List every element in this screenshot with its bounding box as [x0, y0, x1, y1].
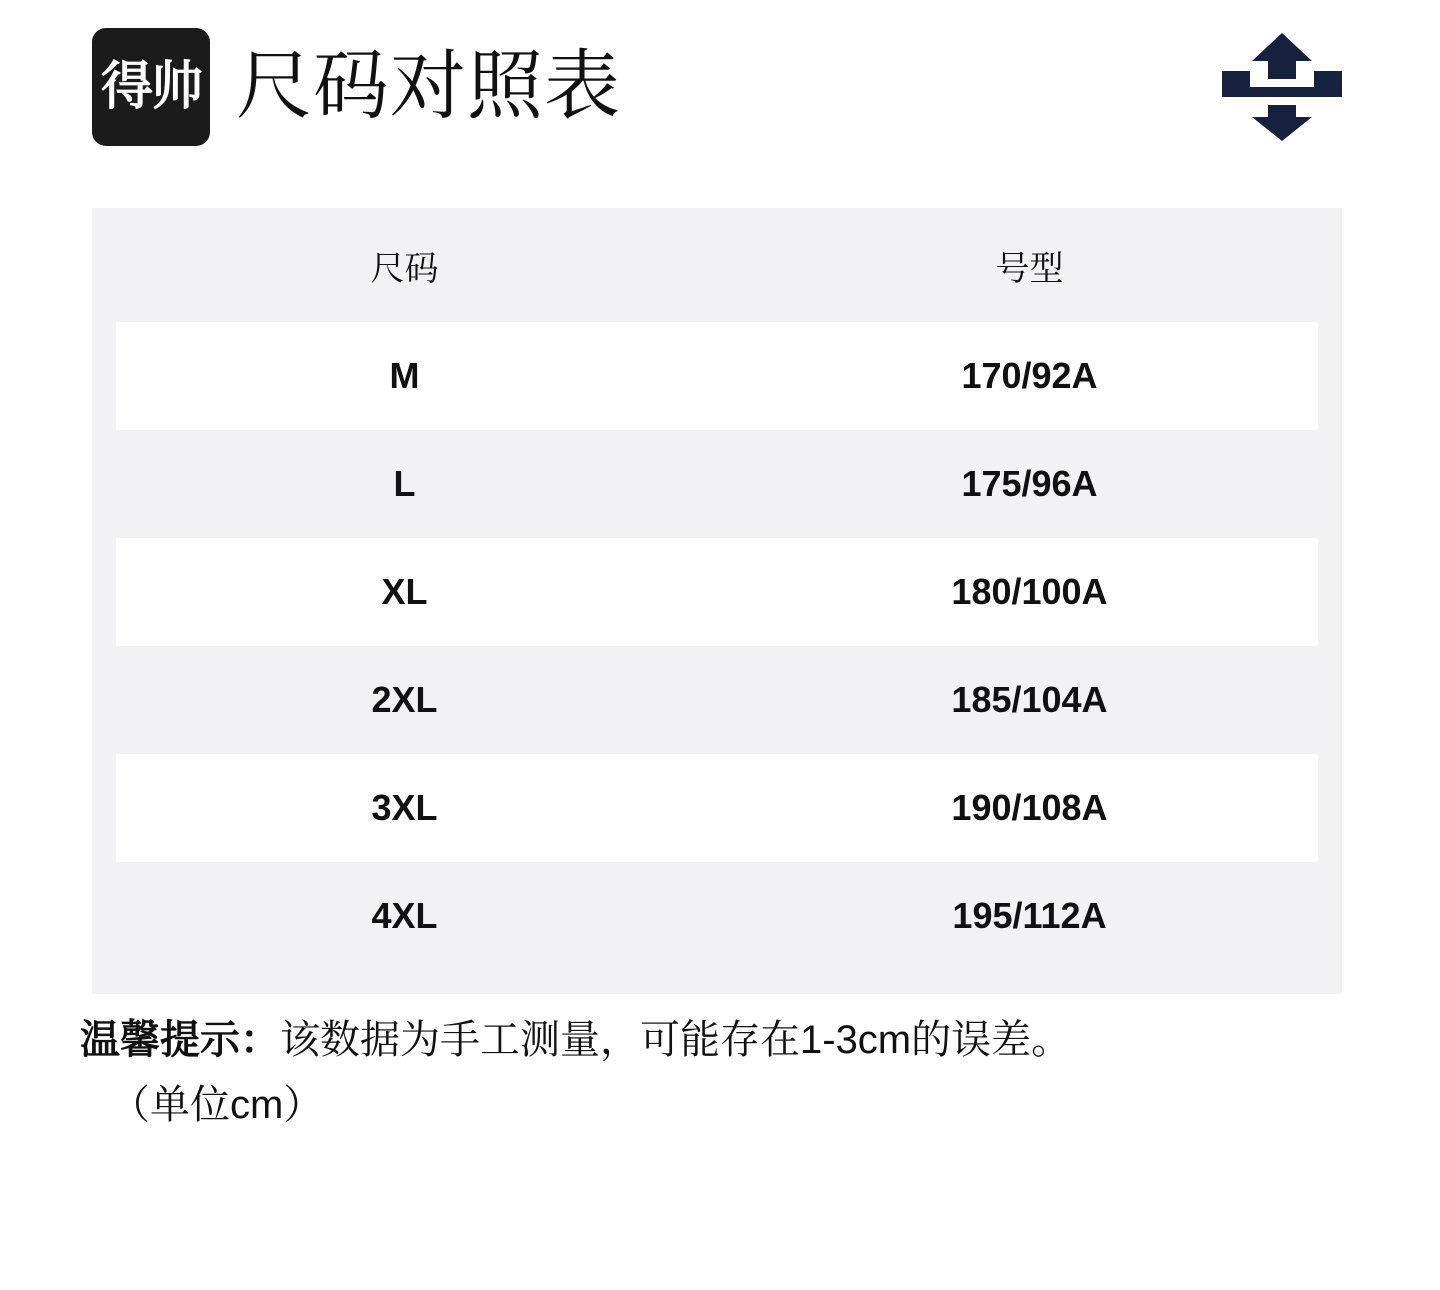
- cell-spec: 180/100A: [717, 538, 1342, 646]
- brand-badge-label: 得帅: [100, 57, 201, 117]
- note-text: 该数据为手工测量，可能存在1-3cm的误差。: [280, 1018, 1072, 1062]
- header: [92, 22, 1344, 152]
- page-title: 尺码对照表: [236, 44, 621, 129]
- size-chart-table: [92, 208, 1342, 970]
- descente-arrow-logo: [1220, 31, 1344, 143]
- table-bottom-padding: [92, 960, 1342, 994]
- cell-size: 4XL: [92, 862, 717, 970]
- cell-spec: 190/108A: [717, 754, 1342, 862]
- cell-spec: 185/104A: [717, 646, 1342, 754]
- cell-size: 3XL: [92, 754, 717, 862]
- cell-spec: 195/112A: [717, 862, 1342, 970]
- table-row: [92, 862, 1342, 970]
- brand-badge-icon: [92, 28, 210, 146]
- column-header-spec: 号型: [717, 208, 1342, 322]
- cell-size: M: [92, 322, 717, 430]
- note-unit: （单位cm）: [110, 1082, 324, 1127]
- note-label: 温馨提示：: [80, 1018, 280, 1062]
- table-header-row: [92, 208, 1342, 322]
- cell-spec: 175/96A: [717, 430, 1342, 538]
- column-header-size: 尺码: [92, 208, 717, 322]
- cell-spec: 170/92A: [717, 322, 1342, 430]
- table-row: [92, 430, 1342, 538]
- table-row: [92, 538, 1342, 646]
- table-row: [92, 322, 1342, 430]
- cell-size: L: [92, 430, 717, 538]
- cell-size: XL: [92, 538, 717, 646]
- table-row: [92, 646, 1342, 754]
- cell-size: 2XL: [92, 646, 717, 754]
- note-block: [80, 1010, 1370, 1136]
- table-row: [92, 754, 1342, 862]
